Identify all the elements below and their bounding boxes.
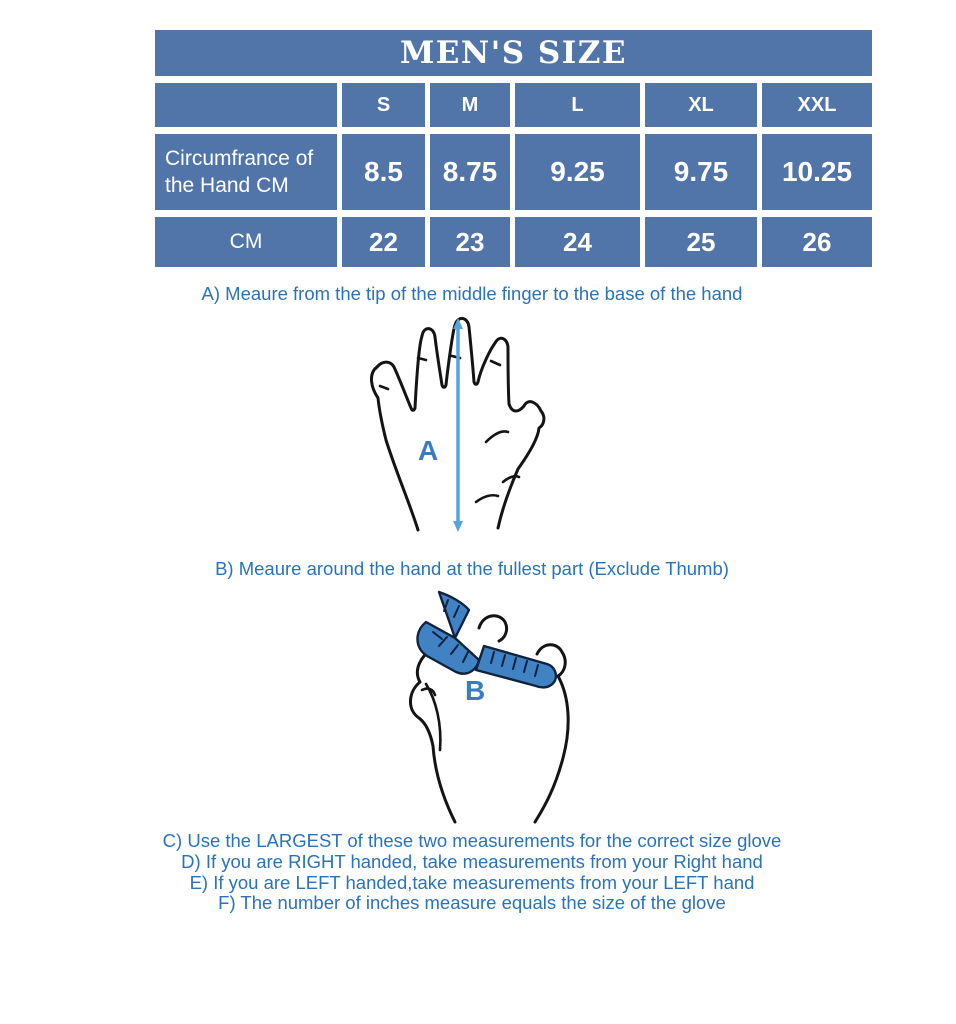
circumference-value-s: 8.5 [342, 134, 425, 210]
instructions-c-f [0, 831, 944, 914]
hand-measure-label: A [418, 435, 439, 466]
cm-value-l: 24 [515, 217, 640, 267]
cm-value-m: 23 [430, 217, 510, 267]
fist-top-knuckle [479, 616, 507, 641]
fist-illustration [393, 584, 598, 829]
cm-value-xxl: 26 [762, 217, 872, 267]
col-header-s: S [342, 83, 425, 127]
measuring-tape-icon [417, 592, 555, 687]
circumference-value-xl: 9.75 [645, 134, 757, 210]
row-label-cm: CM [155, 217, 337, 267]
col-header-m: M [430, 83, 510, 127]
table-title: MEN'S SIZE [155, 30, 872, 76]
row-label-circumference: Circumfrance of the Hand CM [155, 134, 337, 210]
instruction-f: F) The number of inches measure equals the size of the glove [218, 892, 726, 914]
corner-cell [155, 83, 337, 127]
cm-value-s: 22 [342, 217, 425, 267]
cm-value-xl: 25 [645, 217, 757, 267]
col-header-l: L [515, 83, 640, 127]
mens-size-table [155, 30, 875, 267]
col-header-xxl: XXL [762, 83, 872, 127]
instruction-d: D) If you are RIGHT handed, take measurements from your Right hand [181, 850, 763, 872]
circumference-value-xxl: 10.25 [762, 134, 872, 210]
instruction-e: E) If you are LEFT handed,take measurements from your LEFT hand [189, 871, 755, 893]
open-hand-illustration [356, 312, 560, 546]
fist-outline [410, 648, 455, 822]
instruction-a: A) Meaure from the tip of the middle finger to the base of the hand [201, 283, 743, 304]
instruction-b: B) Meaure around the hand at the fullest part (Exclude Thumb) [215, 558, 729, 579]
circumference-value-m: 8.75 [430, 134, 510, 210]
instruction-c: C) Use the LARGEST of these two measurements for the correct size glove [162, 830, 782, 851]
fist-measure-label: B [465, 675, 486, 706]
col-header-xl: XL [645, 83, 757, 127]
circumference-value-l: 9.25 [515, 134, 640, 210]
